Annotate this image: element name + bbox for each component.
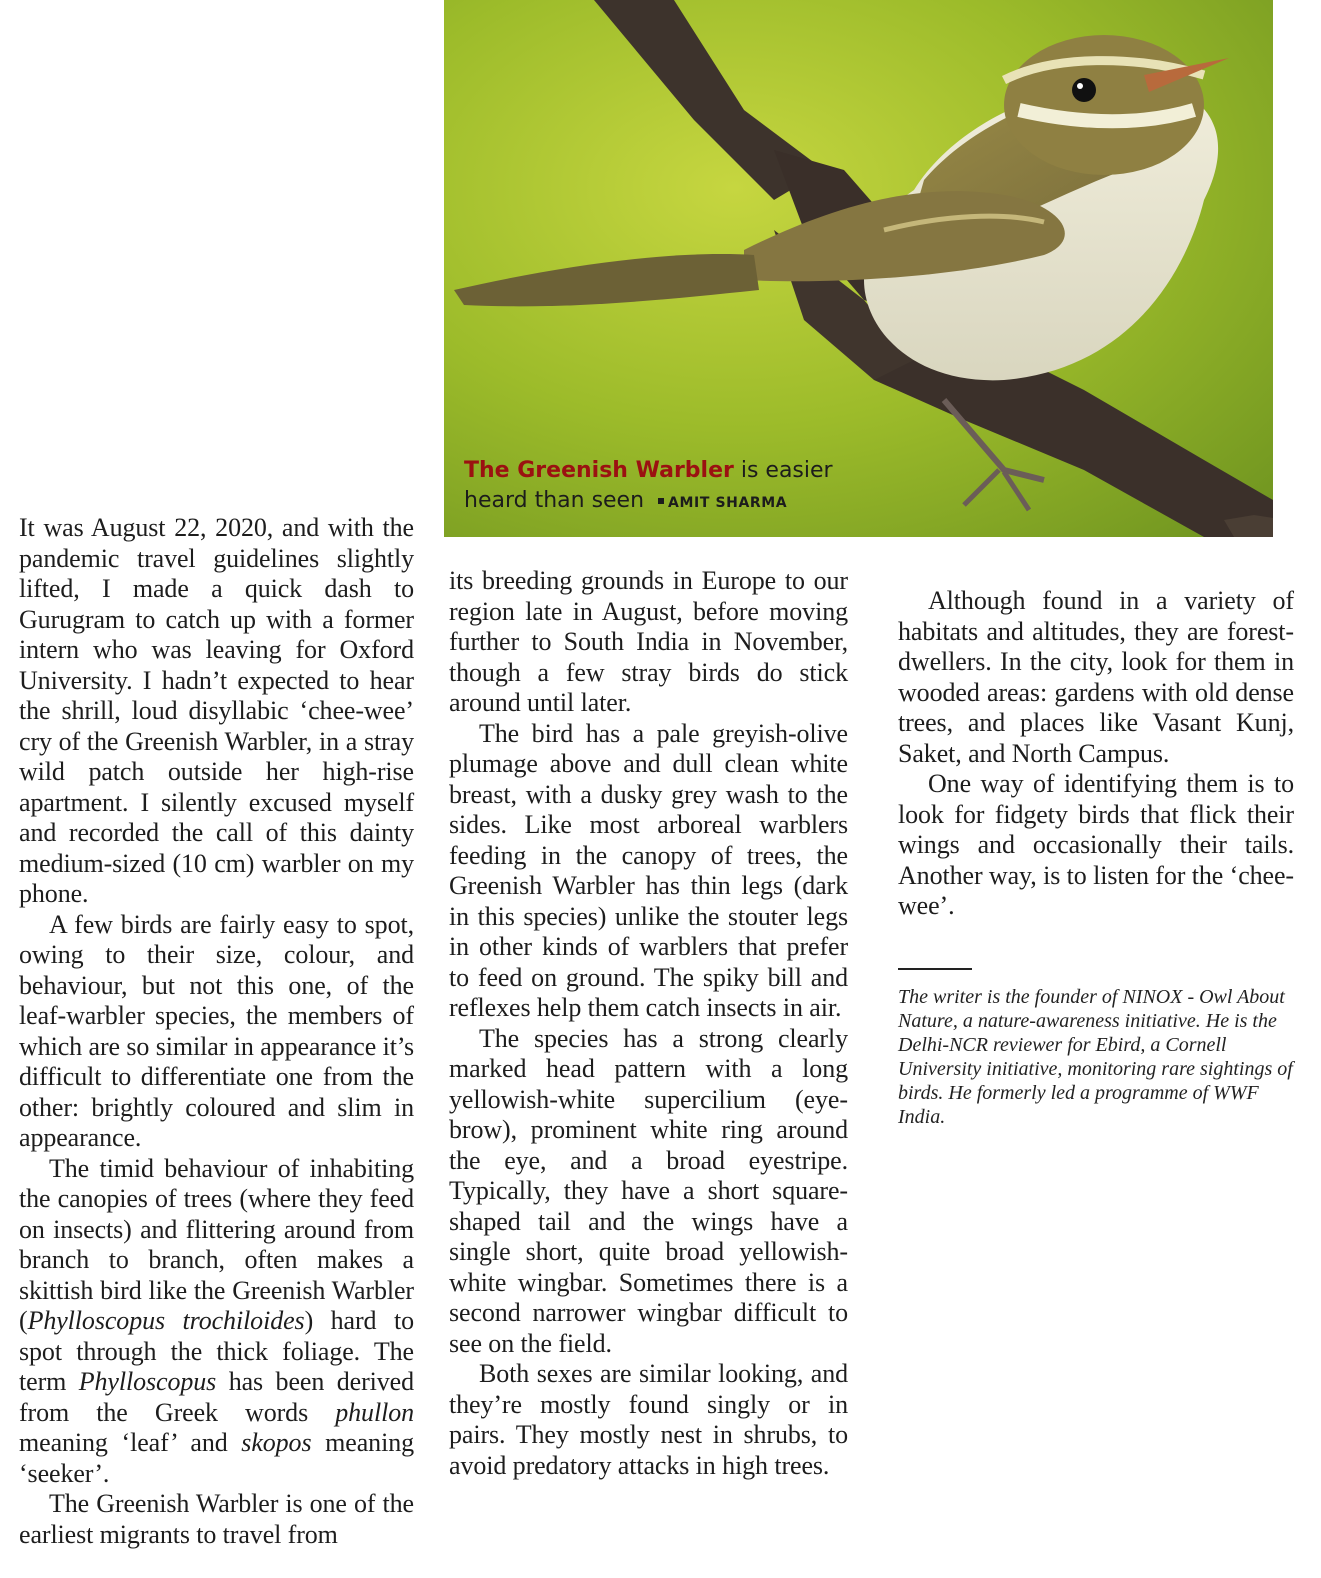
paragraph: The Greenish Warbler is one of the earliest migrants to travel from <box>19 1489 414 1549</box>
paragraph: It was August 22, 2020, and with the pandemic travel guidelines slightly lifted, I made a quick dash to Gurugram to catch up with a former intern who was leaving for Oxford University. I hadn’t expected to hear the shrill, loud disyllabic ‘chee-wee’ cry of the Greenish Warbler, in a stray wild patch outside her high-rise apartment. I silently excused myself and recorded the call of this dainty medium-sized (10 cm) warbler on my phone. <box>19 513 414 908</box>
paragraph: A few birds are fairly easy to spot, owing to their size, colour, and behaviour, but not this one, of the leaf-warbler species, the members of which are so similar in appearance it’s difficult to differentiate one from the other: brightly coloured and slim in appearance. <box>19 909 414 1152</box>
paragraph: One way of identifying them is to look for fidgety birds that flick their wings and occasionally their tails. Another way, is to listen for the ‘chee-wee’. <box>898 769 1294 920</box>
paragraph <box>19 1154 414 1490</box>
text-run: The timid behaviour of inhabiting the canopies of trees (where they feed on insects) and flittering around from branch to branch, often makes a skittish bird like the Greenish Warbler ( <box>19 1153 414 1335</box>
genus-name: Phylloscopus <box>78 1367 217 1396</box>
bio-divider <box>898 968 972 970</box>
photo-credit <box>658 495 787 511</box>
credit-name: AMIT SHARMA <box>668 495 788 511</box>
text-run: meaning ‘seeker’. <box>19 1428 414 1488</box>
paragraph: Both sexes are similar looking, and they’re mostly found singly or in pairs. They mostly nest in shrubs, to avoid predatory attacks in high trees. <box>449 1359 848 1480</box>
warbler-photo <box>444 0 1273 537</box>
paragraph: The species has a strong clearly marked head pattern with a long yellowish-white supercilium (eyebrow), prominent white ring around the eye, and a broad eyestripe. Typically, they have a short square-shaped tail and the wings have a single short, quite broad yellowish-white wingbar. Sometimes there is a second narrower wingbar difficult to see on the field. <box>449 1023 848 1358</box>
article-column-2 <box>449 566 848 1481</box>
article-column-3 <box>898 586 1294 922</box>
paragraph: Although found in a variety of habitats and altitudes, they are forest-dwellers. In the city, look for them in wooded areas: gardens with old dense trees, and places like Vasant Kunj, Saket, and North Campus. <box>898 586 1294 768</box>
caption-text-line2: heard than seen <box>464 488 645 513</box>
caption-title: The Greenish Warbler <box>464 458 734 483</box>
caption-text: is easier <box>733 458 833 483</box>
credit-square-icon <box>658 498 664 504</box>
greek-word: phullon <box>335 1397 414 1427</box>
article-column-1 <box>19 513 414 1550</box>
text-run: ) hard to spot through the thick foliage. The term <box>19 1306 414 1396</box>
photo-caption <box>464 456 833 518</box>
paragraph: The bird has a pale greyish-olive plumage above and dull clean white breast, with a dusky grey wash to the sides. Like most arboreal warblers feeding in the canopy of trees, the Greenish Warbler has thin legs (dark in this species) unlike the stouter legs in other kinds of warblers that prefer to feed on ground. The spiky bill and reflexes help them catch insects in air. <box>449 718 848 1022</box>
author-bio: The writer is the founder of NINOX - Owl About Nature, a nature-awareness initiative. He is the Delhi-NCR reviewer for Ebird, a Cornell University initiative, monitoring rare sightings of birds. He formerly led a programme of WWF India. <box>898 986 1293 1128</box>
greek-word: skopos <box>241 1428 312 1457</box>
species-name: Phylloscopus trochiloides <box>27 1306 305 1335</box>
text-run: has been derived from the Greek words <box>19 1367 414 1427</box>
paragraph: its breeding grounds in Europe to our region late in August, before moving further to South India in November, though a few stray birds do stick around until later. <box>449 566 848 717</box>
text-run: meaning ‘leaf’ and <box>19 1428 242 1457</box>
